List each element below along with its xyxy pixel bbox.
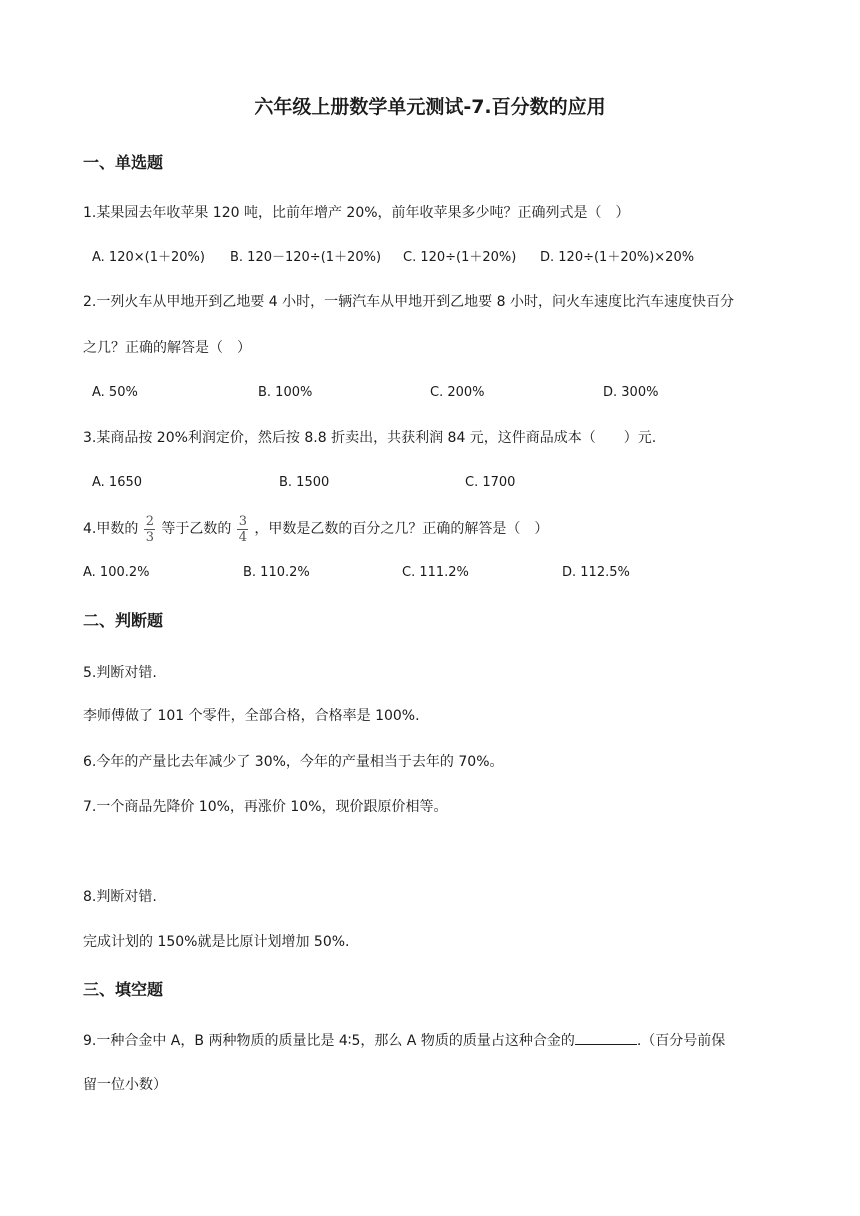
question-9-text-line-1 (83, 1030, 725, 1051)
question-3-option-a: A. 1650 (92, 475, 143, 490)
question-1-text: 1.某果园去年收苹果 120 吨，比前年增产 20%，前年收苹果多少吨？正确列式是（ ） (83, 205, 630, 221)
question-2-option-b: B. 100% (258, 385, 313, 400)
question-8-text-line-2: 完成计划的 150%就是比原计划增加 50%. (83, 934, 350, 950)
question-2-option-c: C. 200% (430, 385, 485, 400)
question-1-option-c: C. 120÷(1＋20%) (403, 250, 517, 265)
question-2-option-d: D. 300% (603, 385, 659, 400)
fraction-2-denominator: 4 (238, 529, 247, 545)
section-heading-single-choice: 一、单选题 (83, 153, 164, 172)
question-3-option-c: C. 1700 (465, 475, 516, 490)
question-4-text-part-3: ，甲数是乙数的百分之几？正确的解答是（ ） (254, 521, 549, 537)
section-heading-true-false: 二、判断题 (83, 611, 164, 630)
question-4-text-part-1: 4.甲数的 (83, 521, 139, 537)
question-2-text-line-2: 之几？正确的解答是（ ） (83, 340, 251, 356)
question-2-option-a: A. 50% (92, 385, 138, 400)
fraction-three-quarters (237, 515, 248, 544)
section-heading-fill-blank: 三、填空题 (83, 980, 164, 999)
question-9-text-part-1: 9.一种合金中 A，B 两种物质的质量比是 4∶5，那么 A 物质的质量占这种合金的 (83, 1033, 575, 1049)
question-5-text-line-2: 李师傅做了 101 个零件，全部合格，合格率是 100%. (83, 708, 420, 724)
question-3-option-b: B. 1500 (279, 475, 330, 490)
question-4-option-b: B. 110.2% (243, 565, 310, 580)
question-3-text: 3.某商品按 20%利润定价，然后按 8.8 折卖出，共获利润 84 元，这件商品成本（ ）元. (83, 430, 657, 446)
question-4-option-c: C. 111.2% (402, 565, 469, 580)
fraction-two-thirds (144, 515, 155, 544)
fraction-1-denominator: 3 (145, 529, 154, 545)
question-4-option-d: D. 112.5% (562, 565, 630, 580)
question-4-text (83, 514, 548, 544)
question-2-text-line-1: 2.一列火车从甲地开到乙地要 4 小时，一辆汽车从甲地开到乙地要 8 小时，问火车速度比汽车速度快百分 (83, 294, 734, 310)
question-4-option-a: A. 100.2% (83, 565, 150, 580)
question-8-text-line-1: 8.判断对错. (83, 889, 157, 905)
question-6-text: 6.今年的产量比去年减少了 30%，今年的产量相当于去年的 70%。 (83, 754, 504, 770)
fraction-2-numerator: 3 (238, 513, 247, 529)
answer-blank[interactable] (575, 1030, 637, 1045)
question-1-option-b: B. 120－120÷(1＋20%) (230, 250, 382, 265)
question-1-option-a: A. 120×(1＋20%) (92, 250, 205, 265)
question-9-text-part-2: .（百分号前保 (636, 1033, 726, 1049)
question-7-text: 7.一个商品先降价 10%，再涨价 10%，现价跟原价相等。 (83, 799, 448, 815)
question-4-text-part-2: 等于乙数的 (161, 521, 232, 537)
fraction-1-numerator: 2 (145, 513, 154, 529)
page-title: 六年级上册数学单元测试-7.百分数的应用 (254, 96, 606, 118)
question-5-text-line-1: 5.判断对错. (83, 665, 157, 681)
question-1-option-d: D. 120÷(1＋20%)×20% (540, 250, 695, 265)
question-9-text-line-2: 留一位小数） (83, 1077, 167, 1093)
